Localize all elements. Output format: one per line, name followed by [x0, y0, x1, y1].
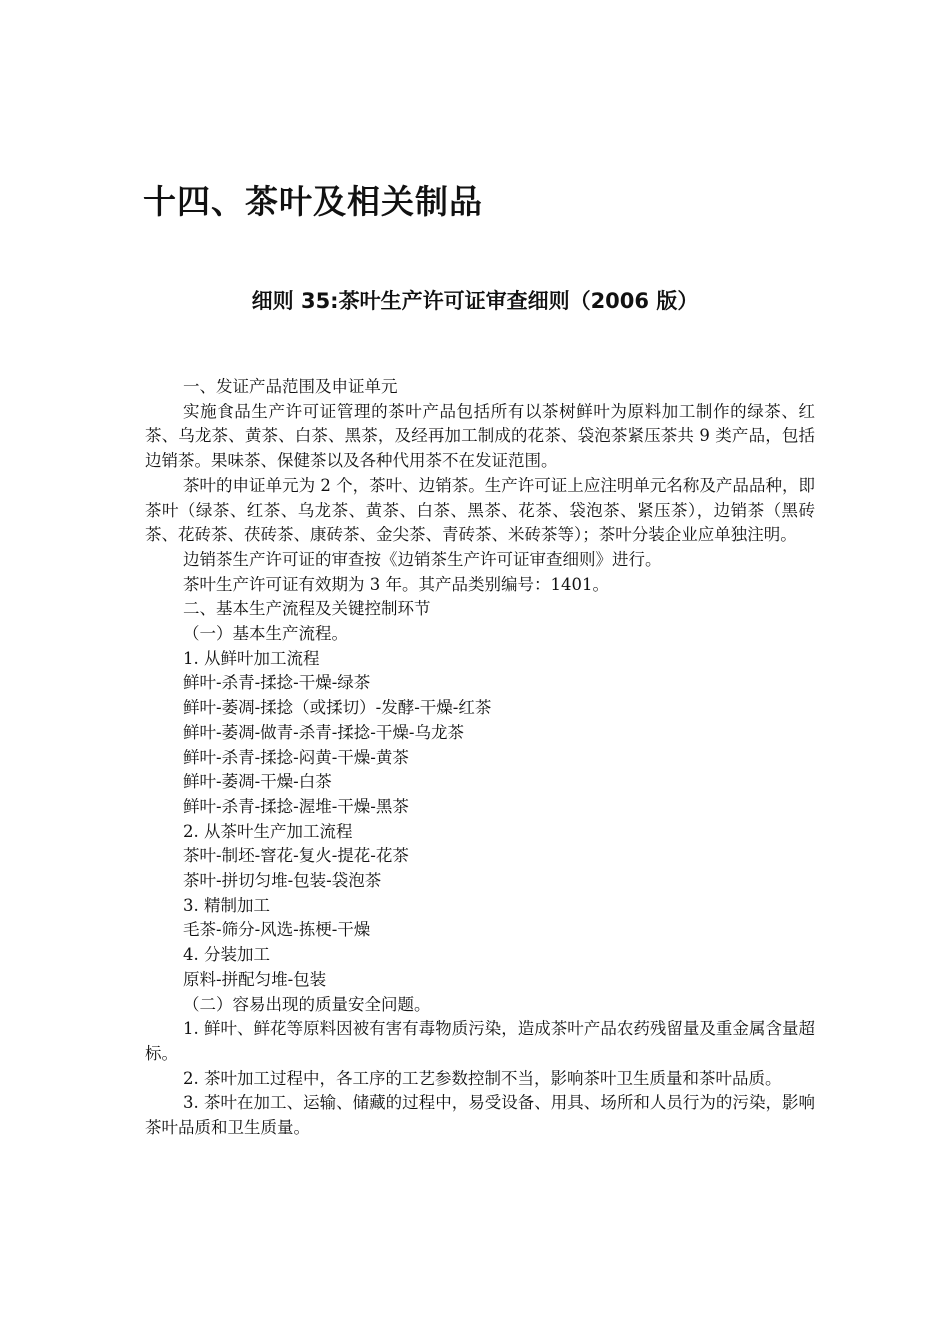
process-flow: 鲜叶-萎凋-做青-杀青-揉捻-干燥-乌龙茶	[183, 722, 464, 742]
subsection-heading: （一）基本生产流程。	[183, 624, 348, 644]
process-flow: 鲜叶-杀青-揉捻-渥堆-干燥-黑茶	[183, 796, 409, 816]
list-item: 1. 鲜叶、鲜花等原料因被有害有毒物质污染，造成茶叶产品农药残留量及重金属含量超标。	[145, 1019, 815, 1063]
subsection-heading: （二）容易出现的质量安全问题。	[183, 994, 431, 1014]
chapter-title: 十四、茶叶及相关制品	[143, 182, 483, 221]
list-heading: 1. 从鲜叶加工流程	[183, 648, 320, 668]
process-flow: 鲜叶-萎凋-干燥-白茶	[183, 772, 332, 792]
list-item: 3. 茶叶在加工、运输、储藏的过程中，易受设备、用具、场所和人员行为的污染，影响茶叶品质和卫生质量。	[145, 1093, 815, 1138]
paragraph: 边销茶生产许可证的审查按《边销茶生产许可证审查细则》进行。	[183, 549, 662, 569]
list-heading: 3. 精制加工	[183, 895, 270, 915]
process-flow: 茶叶-拼切匀堆-包装-袋泡茶	[183, 871, 382, 891]
process-flow: 毛茶-筛分-风选-拣梗-干燥	[183, 920, 371, 940]
process-flow: 原料-拼配匀堆-包装	[183, 969, 327, 989]
paragraph: 实施食品生产许可证管理的茶叶产品包括所有以茶树鲜叶为原料加工制作的绿茶、红茶、乌龙茶、黄茶、白茶、黑茶，及经再加工制成的花茶、袋泡茶紧压茶共 9 类产品，包括边销茶。果味茶、保健茶以及各种代用茶不在发证范围。	[145, 401, 815, 471]
list-heading: 2. 从茶叶生产加工流程	[183, 821, 353, 841]
process-flow: 鲜叶-萎凋-揉捻（或揉切）-发酵-干燥-红茶	[183, 698, 492, 718]
list-item: 2. 茶叶加工过程中，各工序的工艺参数控制不当，影响茶叶卫生质量和茶叶品质。	[183, 1068, 782, 1088]
section-heading: 一、发证产品范围及申证单元	[183, 377, 398, 396]
body-text	[145, 375, 815, 1141]
paragraph: 茶叶生产许可证有效期为 3 年。其产品类别编号：1401。	[183, 574, 609, 594]
document-title: 细则 35:茶叶生产许可证审查细则（2006 版）	[251, 289, 699, 313]
process-flow: 鲜叶-杀青-揉捻-干燥-绿茶	[183, 673, 371, 693]
list-heading: 4. 分装加工	[183, 945, 270, 965]
process-flow: 鲜叶-杀青-揉捻-闷黄-干燥-黄茶	[183, 747, 409, 767]
process-flow: 茶叶-制坯-窨花-复火-提花-花茶	[183, 846, 409, 866]
paragraph: 茶叶的申证单元为 2 个，茶叶、边销茶。生产许可证上应注明单元名称及产品品种，即茶叶（绿茶、红茶、乌龙茶、黄茶、白茶、黑茶、花茶、袋泡茶、紧压茶），边销茶（黑砖茶、花砖茶、茯砖茶、康砖茶、金尖茶、青砖茶、米砖茶等）；茶叶分装企业应单独注明。	[145, 475, 815, 545]
section-heading: 二、基本生产流程及关键控制环节	[183, 599, 431, 619]
